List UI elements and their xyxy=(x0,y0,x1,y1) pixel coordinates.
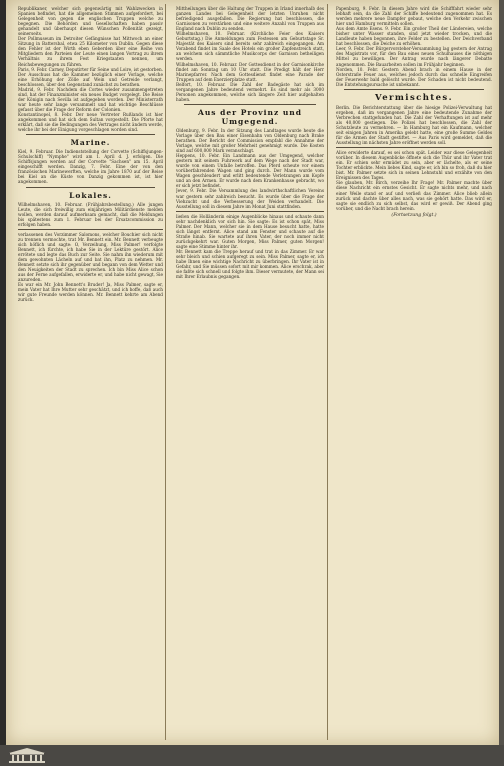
col3-article-papenburg: Papenburg, 9. Febr. In diesem Jahre wird die Schifffahrt wieder sehr lebhaft sein, da die Zahl der Schiffe bedeutend zugenommen hat. Es werden mehrere neue Dampfer gebaut, welche den Verkehr zwischen hier und Hamburg vermitteln sollen. xyxy=(336,6,492,27)
col2-article-heppens: Heppens, 10. Febr. Ein Landmann aus der Umgegend, welcher gestern mit seinem Fuhrwerk auf dem Wege nach der Stadt war, wurde von einem Unfalle betroffen. Das Pferd scheute vor einem vorüberfahrenden Wagen und ging durch. Der Mann wurde vom Wagen geschleudert und erlitt bedeutende Verletzungen am Kopfe und an den Armen. Er wurde nach dem Krankenhause gebracht, wo er sich jetzt befindet. xyxy=(176,153,324,189)
col3-article-leer: Leer, 9. Febr. Der Bürgervorsteher-Versammlung lag gestern der Antrag des Magistrats vor, für den Bau eines neuen Schulhauses die nöthigen Mittel zu bewilligen. Der Antrag wurde nach längerer Debatte angenommen. Die Bauarbeiten sollen im Frühjahr beginnen. xyxy=(336,46,492,67)
col1-article-paris: Paris, 9. Febr. Carney, Deputirter für Seine und Loire, ist gestorben. Der Ausschuss hat die Kammer bezüglich einer Vorlage, welche eine Erhöhung der Zölle auf Wein und Getreide verlangt, beschlossen, über den Gegenstand zunächst zu berathen. xyxy=(18,66,163,87)
section-heading-lokales: Lokales. xyxy=(69,190,112,200)
col2-article-jever: Jever, 9. Febr. Die Versammlung des landwirthschaftlichen Vereins war gestern sehr zahlreich besucht. Es wurde über die Frage der Viehzucht und die Verbesserung der Weiden verhandelt. Die Ausstellung soll in diesem Jahre im Monat Juni stattfinden. xyxy=(176,188,324,209)
marine-article: Kiel, 9. Februar. Die Indienststellung der Corvette (Schiffsjungen-Schulschiff) "Nymphe" wird am 1. April d. J. erfolgen. Die Schiffsjungen werden auf der Corvette "Sachsen" am 15. April eingeschifft werden. Danzig, 7. Febr. Eine der von den französischen Marinewerften, welche im Jahre 1870 auf der Reise bei Kiel an die Küste von Danzig gekommen ist, ist hier angekommen. xyxy=(18,149,163,185)
section-heading-vermischtes: Vermischtes. xyxy=(375,92,453,103)
feuilleton-text: verlassenen des Vorzimmer Salomons, welcher Bouchier sich nicht zu trennen vermochte, trat Mr. Bennett ein. Mr. Bennett verbeugte sich höflich und sagte: O, Verzeihung, Miss Palmer! verfolgte Bennett, ich fürchte, ich habe Sie in der Lektüre gestört. Alice errötete und legte das Buch zur Seite. Sie nahm ihn wiederum mit dem gewohnten Lächeln auf und bat ihn, Platz zu nehmen. Mr. Bennett setzte sich ihr gegenüber und begann von dem Wetter und den Neuigkeiten der Stadt zu sprechen. Ich bin Miss Alice schon aus der Ferne aufgefallen, erwiderte er, und habe nicht gewagt, Sie anzureden. xyxy=(18,231,163,283)
feuilleton-divider xyxy=(18,229,163,230)
feuilleton-text-2: Es war ein Mr. John Bennett's Bruder! Ja, Miss Palmer, sagte er, mein Vater hat Ihre Mutter sehr geschätzt, und ich hoffe, daß auch wir gute Freunde werden können. Mr. Bennett kehrte am Abend zurück. xyxy=(18,282,163,303)
col2-article-kaisers-geburtstag: Wilhelmshaven, 10. Februar. (Kirchliche Feier des Kaisers Geburtstag.) Die Anmeldungen zum Festessen am Geburtstage Sr. Majestät des Kaisers sind bereits sehr zahlreich eingegangen. Am Vorabend findet im Saale des Hotels ein großer Zapfenstreich statt, an welchem sich sämmtliche Musikcorps der Garnison betheiligen werden. xyxy=(176,31,324,62)
divider xyxy=(344,89,484,90)
continuation-note: (Fortsetzung folgt.) xyxy=(391,212,437,218)
section-heading-marine: Marine. xyxy=(70,138,111,148)
col2-article-belfort: Belfort, 10. Februar. Die Zahl der Badegäste hat sich im vergangenen Jahre bedeutend vermehrt. Es sind mehr als 3000 Personen angekommen, welche sich längere Zeit hier aufgehalten haben. xyxy=(176,81,324,102)
feuilleton-text-2: Mr. Bennett kam die Treppe herauf und trat in das Zimmer. Er war sehr bleich und schien aufgeregt zu sein. Miss Palmer, sagte er, ich habe Ihnen eine wichtige Nachricht zu überbringen. Ihr Vater ist in Gefahr, und Sie müssen sofort mit mir kommen. Alice erschrak, aber sie faßte sich schnell und folgte ihm. Dieser vermutete, der Mann sei mit Ihrer Erlaubnis gegangen. xyxy=(176,248,324,280)
column-rule-2 xyxy=(327,4,328,740)
divider xyxy=(26,187,155,188)
lokales-article: Wilhelmshaven, 10. Februar. (Frühjahrsbestellung.) Alle jungen Leute, die sich freiwillig zum einjährigen Militärdienste melden wollen, werden darauf aufmerksam gemacht, daß die Meldungen bis spätestens zum 1. Februar bei der Ersatzcommission zu erfolgen haben. xyxy=(18,201,163,227)
section-heading-provinz: Aus der Provinz und Umgegend. xyxy=(198,107,302,126)
newspaper-page xyxy=(6,0,499,745)
column-rule-1 xyxy=(165,4,166,740)
col3-article-esens: Aus dem Amte Esens. 9. Febr. Ein großer Theil der Ländereien, welche bisher unter Wasser standen, sind jetzt wieder trocken, und die Landleute haben begonnen, ihre Felder zu bestellen. Der Deichverband hat beschlossen, die Deiche zu erhöhen. xyxy=(336,26,492,47)
divider xyxy=(184,104,316,105)
col2-top-text: Mittheilungen über die Haltung der Truppen in Irland innerhalb des ganzen Landes bei Gelegenheit der letzten Unruhen nicht befriedigend ausgefallen. Die Regierung hat beschlossen, die Garnisonen zu verstärken und eine weitere Anzahl von Truppen aus England nach Dublin zu senden. xyxy=(176,6,324,32)
feuilleton-text-2: Sie glauben, Mr. Birch, verzeihe Ihr Frage! Mr. Palmer machte über diese Nachricht ein ernstes Gesicht. Er sagte nichts mehr, und nach einer Weile stand er auf und verließ das Zimmer. Alice blieb allein zurück und dachte über alles nach, was sie gehört hatte. Das wird er, sagte sie endlich zu sich selbst, das wird er gewiß. Der Abend ging vorüber, und die Nacht brach herein. xyxy=(336,180,492,211)
feuilleton-text: Alice erwiderte darauf, es sei schon spät. Leider war diese Gelegenheit vorüber. In diesem Augenblicke öffnete sich die Thür und ihr Vater trat ein. Er schien sehr ermüdet zu sein, aber er lächelte, als er seine Tochter erblickte. Mein liebes Kind, sagte er, ich bin so froh, daß du hier bist. Mr. Palmer setzte sich in seinen Lehnstuhl und erzählte von den Ereignissen des Tages. xyxy=(336,150,492,181)
col1-top-text: Republikaner, welcher sich gegenwärtig mit Wahlzwecken in Spanien befindet, hat die allgemeinen Stimmen aufgefordert, bei Gelegenheit von gegen die englischen Truppen welche zu begegnen. Die Behörden und Gesellschaften haben passiv gehandelt und überhaupt diesen Wünschen Pollenität gezeigt, seinerseits. xyxy=(18,6,163,37)
col2-article-gottesdienst: Wilhelmshaven, 10. Februar. Der Gottesdienst in der Garnisonkirche findet am Sonntag um 10 Uhr statt. Die Predigt hält der Herr Marinepfarrer. Nach dem Gottesdienst findet eine Parade der Truppen auf dem Exerzierplatze statt. xyxy=(176,61,324,82)
column-2 xyxy=(176,6,324,738)
col3-article-norden: Norden, 10. Febr. Gestern Abend brach in einem Hause in der Osterstraße Feuer aus, welches jedoch durch das schnelle Eingreifen der Feuerwehr bald gelöscht wurde. Der Schaden ist nicht bedeutend. Die Entstehungsursache ist unbekannt. xyxy=(336,66,492,87)
feuilleton-text: ließen die Holländerin einige Augenblicke hinaus und schaute dann sehr nachdenklich vor sich hin. Sie sagte: Es ist schon spät, Miss Palmer. Der Mann, welcher sie in dem Hause besucht hatte, hatte sich längst entfernt. Alice stand am Fenster und schaute auf die Straße hinab. Sie wartete auf ihren Vater, der noch immer nicht zurückgekehrt war. Guten Morgen, Miss Palmer, guten Morgen! sagte eine Stimme hinter ihr. xyxy=(176,213,324,249)
col1-article-konstantinopel: Konstantinopel, 8. Febr. Der neue Vertreter Rußlands ist hier angekommen und hat sich dem Sultan vorgestellt. Die Pforte hat erklärt, daß sie die Bedingungen des Vertrages nicht ändern werde, welche ihr bei der Einigung vorgeschlagen worden sind. xyxy=(18,111,163,133)
divider xyxy=(26,134,155,135)
vermischtes-article: Berlin. Die Berichterstattung über die hiesige Polizei-Verwaltung hat ergeben, daß im vergangenen Jahre eine bedeutende Zunahme der Verbrechen stattgefunden hat. Die Zahl der Verhaftungen ist auf mehr als 40,000 gestiegen. Die Polizei hat beschlossen, die Zahl der Schutzleute zu vermehren. — In Hamburg hat ein Kaufmann, welcher seit einigen Jahren in Amerika gelebt hatte, eine große Summe Geldes für die Armen der Stadt gestiftet. — Aus Paris wird gemeldet, daß die Ausstellung im nächsten Jahre eröffnet werden soll. xyxy=(336,104,492,146)
viewer-footer-bar xyxy=(0,745,504,766)
column-3 xyxy=(336,6,492,738)
feuilleton-divider xyxy=(336,147,492,148)
column-1 xyxy=(18,6,163,738)
col2-article-oldenburg: Oldenburg, 9. Febr. In der Sitzung des Landtages wurde heute die Vorlage über den Bau einer Eisenbahn von Oldenburg nach Brake berathen. Der Bericht der Commission empfahl die Annahme der Vorlage, welche mit großer Mehrheit genehmigt wurde. Die Kosten sind auf 600,000 Mark veranschlagt. xyxy=(176,127,324,154)
col1-article-madrid: Madrid, 9. Febr. Nachdem die Cortes wieder zusammengetreten sind, hat der Finanzminister ein neues Budget vorgelegt. Die Reise der Königin nach Sevilla ist aufgegeben worden. Der Ministerrath war heute sehr lange versammelt und hat wichtige Beschlüsse gefasst über die Frage der Reform der Colonien. xyxy=(18,86,163,112)
feuilleton-divider xyxy=(176,211,324,212)
col1-article-1: Der Pollmuseum im Detroiter Gefängnisse hat Mittwoch an einer Sitzung in Battersbal, etwa 25 Kilometer von Dublin. Gegen diese den Fehler ist der Wirth eben Geberden über eine Reihe von Mitgliedern den Parteien der Leute einen langen Vortrag zu ihrem Verhältnis zu ihrem Fest Kriegstaaten nennen, um Reichsbewegungen zu führen. xyxy=(18,36,163,67)
scan-right-edge xyxy=(499,0,504,766)
library-building-logo xyxy=(6,747,48,764)
